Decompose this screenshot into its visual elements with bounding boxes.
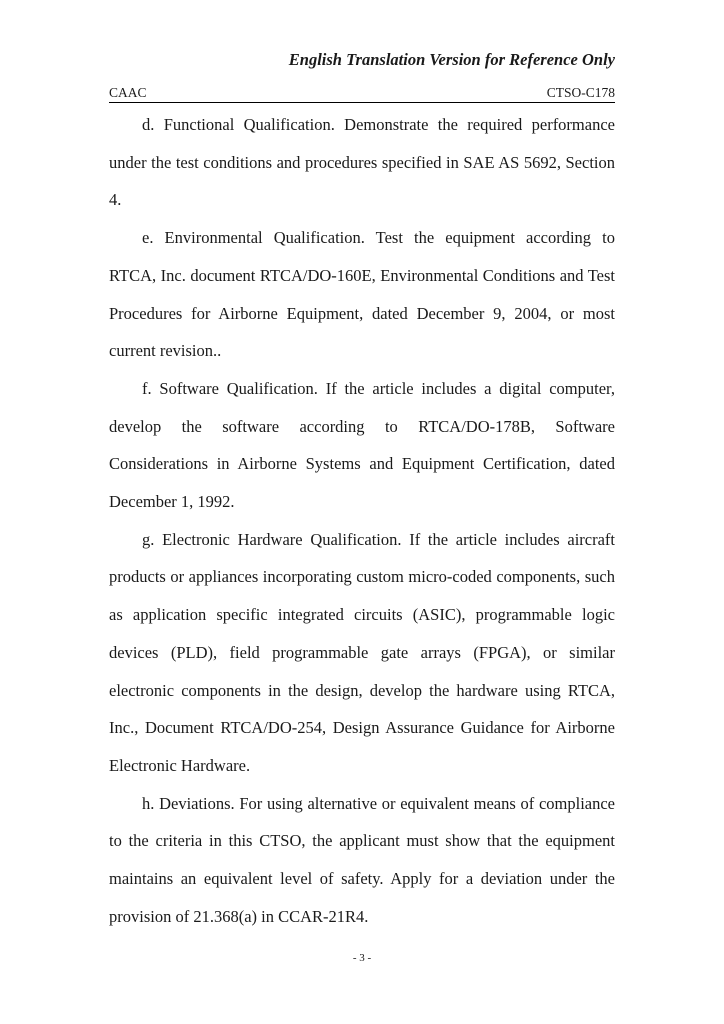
paragraph-deviations: h. Deviations. For using alternative or equivalent means of compliance to the criteria in this CTSO, the applicant must show that the equipment maintains an equivalent level of safety. Apply for a deviation under the provision of 21.368(a) in CCAR-21R4. <box>109 793 615 926</box>
document-body <box>109 106 615 935</box>
paragraph-functional-qualification: d. Functional Qualification. Demonstrate the required performance under the test conditions and procedures specified in SAE AS 5692, Section 4. <box>109 115 615 210</box>
page-header <box>109 85 615 103</box>
paragraph-environmental-qualification: e. Environmental Qualification. Test the equipment according to RTCA, Inc. document RTCA/DO-160E, Environmental Conditions and Test Procedures for Airborne Equipment, dated December 9, 2004, or most current revision.. <box>109 228 615 361</box>
paragraph-software-qualification: f. Software Qualification. If the article includes a digital computer, develop the software according to RTCA/DO-178B, Software Considerations in Airborne Systems and Equipment Certification, dated December 1, 1992. <box>109 378 615 512</box>
translation-banner: English Translation Version for Reference Only <box>288 50 615 69</box>
page-number: - 3 - <box>352 952 372 964</box>
header-document-id: CTSO-C178 <box>546 85 615 100</box>
header-organization: CAAC <box>109 85 147 100</box>
paragraph-electronic-hardware-qualification: g. Electronic Hardware Qualification. If the article includes aircraft products or appliances incorporating custom micro-coded components, such as application specific integrated circuits (ASIC), programmable logic devices (PLD), field programmable gate arrays (FPGA), or similar electronic components in the design, develop the hardware using RTCA, Inc., Document RTCA/DO-254, Design Assurance Guidance for Airborne Electronic Hardware. <box>109 529 615 775</box>
